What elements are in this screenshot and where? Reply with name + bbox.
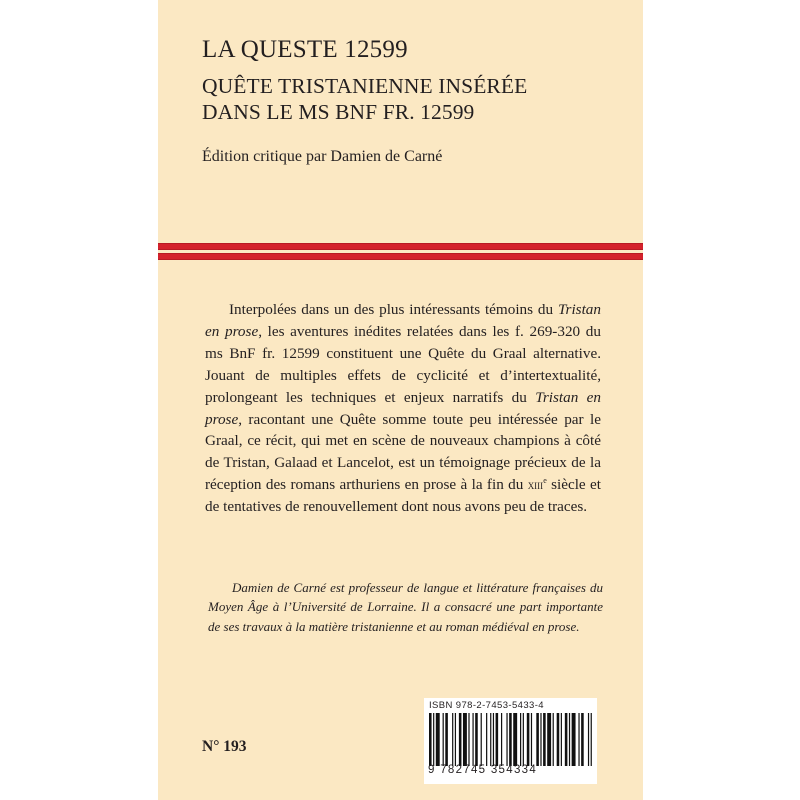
barcode-bar [557, 713, 560, 766]
barcode-block [424, 698, 597, 784]
barcode-bar [553, 713, 554, 766]
barcode-bar [520, 713, 521, 766]
blurb-text-3: , racontant une Quête somme toute peu intéressée par le Graal, ce récit, qui met en scène de nouveaux champions à côté de Tristan, Galaad et Lancelot, est un témoignage précieux de la réception des romans arthuriens en prose à la fin du [205, 410, 601, 494]
author-note: Damien de Carné est professeur de langue et littérature françaises du Moyen Âge à l’Université de Lorraine. Il a consacré une part importante de ses travaux à la matière tristanienne et au roman médiéval en prose. [208, 580, 603, 634]
barcode-bar [506, 713, 507, 766]
barcode-bar [581, 713, 584, 766]
subtitle-line-2: DANS LE MS BNF FR. 12599 [202, 100, 475, 124]
barcode-bar [565, 713, 568, 766]
book-back-cover [158, 0, 643, 800]
barcode-bar [509, 713, 512, 766]
ean-digits: 9 782745 354334 [428, 764, 538, 776]
barcode-bar [569, 713, 570, 766]
subtitle-line-1: QUÊTE TRISTANIENNE INSÉRÉE [202, 74, 528, 98]
barcode-bar [493, 713, 494, 766]
isbn-label: ISBN 978-2-7453-5433-4 [429, 700, 544, 711]
series-number: N° 193 [202, 738, 247, 755]
barcode-bar [486, 713, 487, 766]
barcode-bar [547, 713, 551, 766]
blurb-italic-1: Tristan en prose [205, 301, 601, 340]
barcode-bar [591, 713, 592, 766]
barcode-bar [463, 713, 467, 766]
book-title: LA QUESTE 12599 [202, 36, 408, 63]
barcode-bar [436, 713, 440, 766]
century-superscript: e [543, 476, 547, 486]
barcode-bar [496, 713, 499, 766]
barcode-bar [481, 713, 482, 766]
barcode-bar [501, 713, 502, 766]
barcode-bar [523, 713, 524, 766]
barcode-bar [561, 713, 562, 766]
blurb-text-4: siècle et de tentatives de renouvellement dont nous avons peu de traces. [205, 476, 601, 516]
barcode-bar [578, 713, 579, 766]
barcode-bar [536, 713, 539, 766]
red-rule-top [158, 243, 643, 250]
barcode-bar [540, 713, 541, 766]
barcode-bar [472, 713, 473, 766]
barcode-bar [452, 713, 453, 766]
blurb-italic-2: Tristan en prose [205, 388, 602, 428]
barcode-bar [445, 713, 448, 766]
blurb-text-2: , les aventures inédites relatées dans les f. 269-320 du ms BnF fr. 12599 constituent une Quête du Graal alternative. Jouant de multiples effets de cyclicité et d’intertextualité, prolongeant les techniques et enjeux narratifs du [205, 322, 601, 406]
barcode-bar [459, 713, 462, 766]
barcode-bar [588, 713, 589, 766]
barcode-bar [513, 713, 517, 766]
editor-credit: Édition critique par Damien de Carné [202, 148, 443, 165]
book-subtitle [202, 73, 642, 125]
blurb-text-1: Interpolées dans un des plus intéressants témoins du [229, 301, 554, 318]
barcode-bar [468, 713, 469, 766]
barcode-bar [455, 713, 456, 766]
barcode-bar [475, 713, 478, 766]
barcode-bar [531, 713, 532, 766]
red-rule-bottom [158, 253, 643, 260]
barcode-image [429, 713, 592, 766]
barcode-bar [433, 713, 434, 766]
barcode-bar [490, 713, 491, 766]
barcode-bar [543, 713, 546, 766]
century-numeral: xiii [527, 477, 544, 493]
blurb-paragraph [205, 299, 601, 518]
barcode-bar [527, 713, 530, 766]
barcode-bar [429, 713, 432, 766]
barcode-bar [443, 713, 444, 766]
barcode-bar [572, 713, 576, 766]
